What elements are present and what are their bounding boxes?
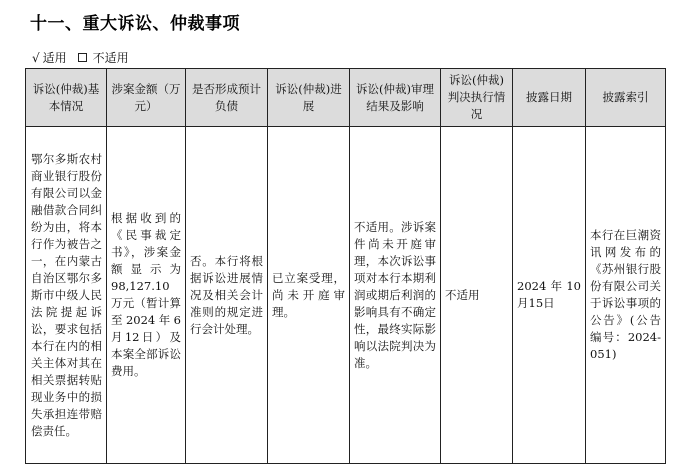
table-header-row [26, 69, 666, 127]
table-row [26, 127, 666, 464]
not-applies-label: 不适用 [92, 51, 129, 65]
header-disclosure-index: 披露索引 [586, 69, 666, 127]
cell-result: 不适用。涉诉案件尚未开庭审理，本次诉讼事项对本行本期利润或期后利润的影响具有不确定性，最终实际影响以法院判决为准。 [350, 127, 441, 464]
applies-label: 适用 [42, 51, 67, 65]
header-amount: 涉案金额（万元） [107, 69, 186, 127]
litigation-table [25, 68, 666, 464]
applicability-line [32, 49, 129, 66]
cell-disclosure-date: 2024年10月15日 [513, 127, 586, 464]
cell-disclosure-index: 本行在巨潮资讯网发布的《苏州银行股份有限公司关于诉讼事项的公告》(公告编号：2024-051) [586, 127, 666, 464]
header-disclosure-date: 披露日期 [513, 69, 586, 127]
header-provision: 是否形成预计负债 [186, 69, 268, 127]
section-title: 十一、重大诉讼、仲裁事项 [30, 14, 240, 34]
header-basic-info: 诉讼(仲裁)基本情况 [26, 69, 107, 127]
header-execution: 诉讼(仲裁)判决执行情况 [441, 69, 513, 127]
check-mark-icon: √ [32, 50, 40, 65]
header-result: 诉讼(仲裁)审理结果及影响 [350, 69, 441, 127]
cell-basic-info: 鄂尔多斯农村商业银行股份有限公司以金融借款合同纠纷为由，将本行作为被告之一，在内蒙古自治区鄂尔多斯市中级人民法院提起诉讼，要求包括本行在内的相关主体对其在相关票据转贴现业务中的损失承担连带赔偿责任。 [26, 127, 107, 464]
cell-execution: 不适用 [441, 127, 513, 464]
cell-progress: 已立案受理，尚未开庭审理。 [268, 127, 350, 464]
cell-provision: 否。本行将根据诉讼进展情况及相关会计准则的规定进行会计处理。 [186, 127, 268, 464]
header-progress: 诉讼(仲裁)进展 [268, 69, 350, 127]
empty-checkbox-icon [78, 53, 87, 62]
cell-amount: 根据收到的《民事裁定书》，涉案金额显示为98,127.10万元（暂计算至2024年6月12日）及本案全部诉讼费用。 [107, 127, 186, 464]
